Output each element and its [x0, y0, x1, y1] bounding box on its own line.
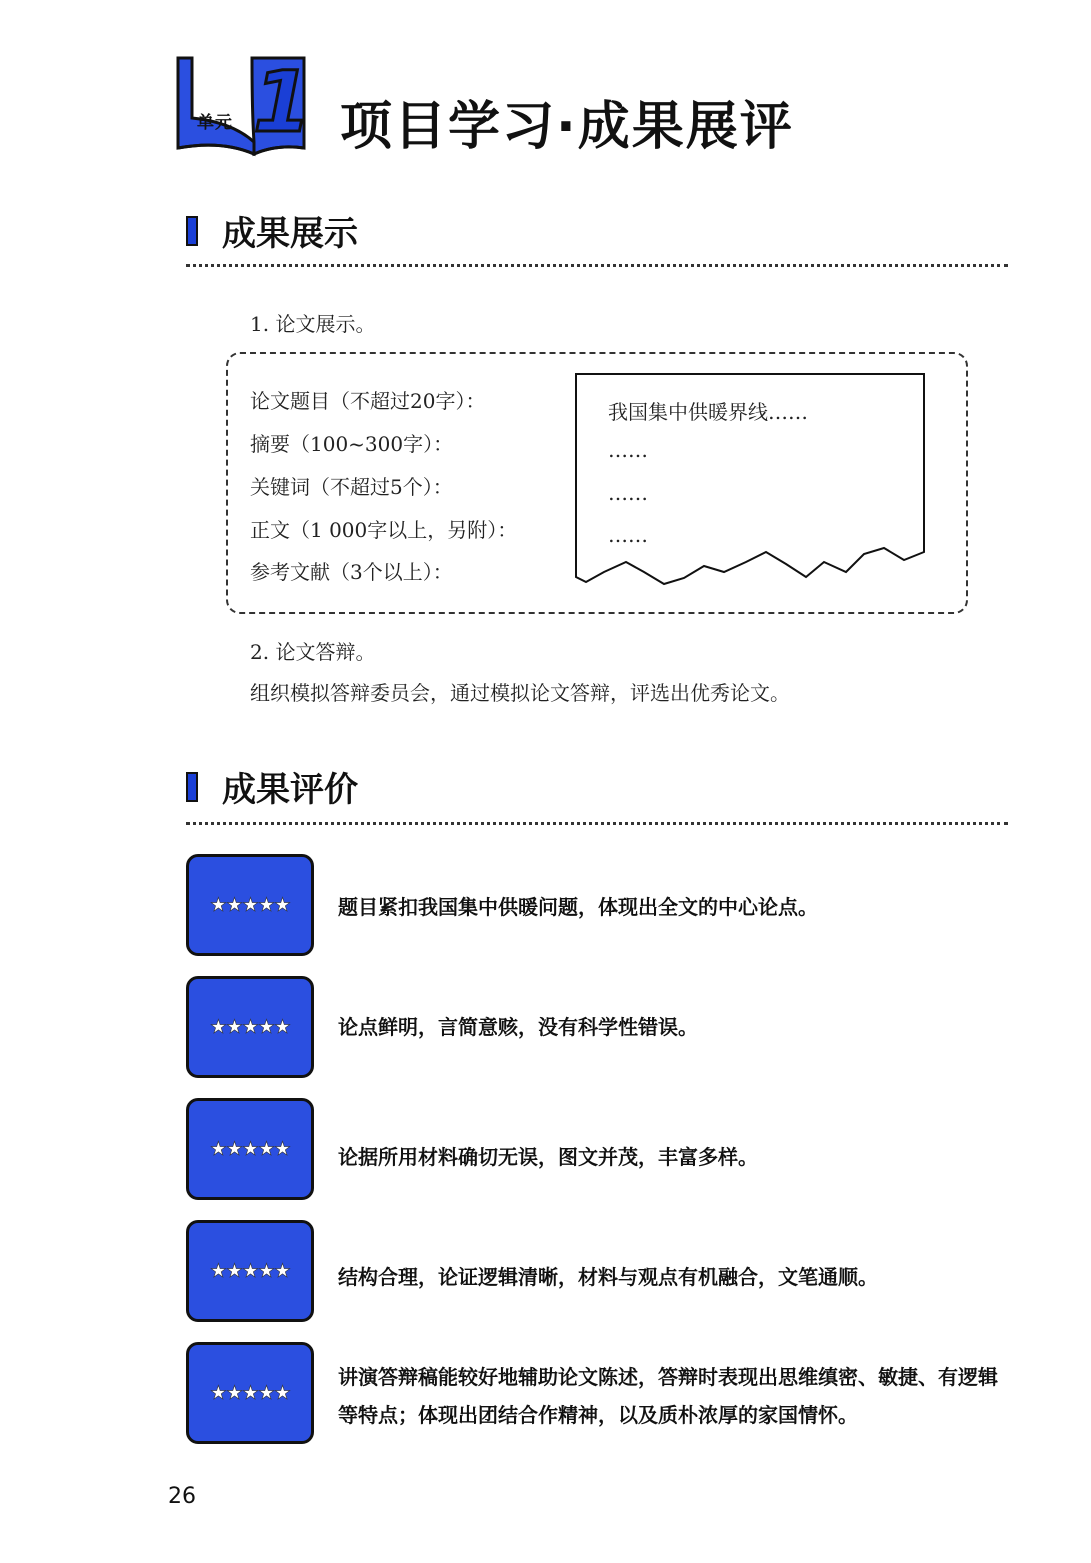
- star-rating-card: [186, 854, 314, 956]
- section-marker-icon: [186, 772, 198, 802]
- page-number: 26: [168, 1484, 196, 1509]
- star-icon: ★★★★★: [209, 1016, 291, 1038]
- field-abstract: 摘要（100~300字）：: [250, 432, 454, 456]
- paper-line: 我国集中供暖界线……: [608, 400, 808, 424]
- star-rating-card: [186, 1098, 314, 1200]
- criterion-text: 论点鲜明，言简意赅，没有科学性错误。: [338, 1015, 698, 1039]
- field-title: 论文题目（不超过20字）：: [250, 389, 486, 413]
- section-divider: [186, 822, 1008, 825]
- section-title-evaluation: 成果评价: [222, 770, 358, 810]
- unit-label: 单元: [197, 113, 233, 133]
- paper-line: ……: [608, 438, 648, 462]
- section-title-display: 成果展示: [222, 214, 358, 254]
- section-divider: [186, 264, 1008, 267]
- star-icon: ★★★★★: [209, 1260, 291, 1282]
- star-rating-card: [186, 1220, 314, 1322]
- page-title: 项目学习·成果展评: [340, 97, 794, 157]
- field-references: 参考文献（3个以上）：: [250, 560, 453, 584]
- item-2-text: 组织模拟答辩委员会，通过模拟论文答辩，评选出优秀论文。: [250, 681, 790, 705]
- star-rating-card: [186, 1342, 314, 1444]
- star-icon: ★★★★★: [209, 894, 291, 916]
- criterion-text: 题目紧扣我国集中供暖问题，体现出全文的中心论点。: [338, 895, 818, 919]
- item-1-label: 1. 论文展示。: [250, 312, 376, 336]
- star-rating-card: [186, 976, 314, 1078]
- field-keywords: 关键词（不超过5个）：: [250, 475, 453, 499]
- paper-line: ……: [608, 523, 648, 547]
- unit-number: 1: [253, 53, 312, 151]
- star-icon: ★★★★★: [209, 1138, 291, 1160]
- criterion-text: 讲演答辩稿能较好地辅助论文陈述，答辩时表现出思维缜密、敏捷、有逻辑等特点；体现出团结合作精神，以及质朴浓厚的家国情怀。: [338, 1365, 998, 1427]
- section-marker-icon: [186, 216, 198, 246]
- item-2-label: 2. 论文答辩。: [250, 640, 376, 664]
- criterion-text: 论据所用材料确切无误，图文并茂，丰富多样。: [338, 1145, 758, 1169]
- paper-line: ……: [608, 481, 648, 505]
- star-icon: ★★★★★: [209, 1382, 291, 1404]
- field-body: 正文（1 000字以上，另附）：: [250, 518, 518, 542]
- criterion-text: 结构合理，论证逻辑清晰，材料与观点有机融合，文笔通顺。: [338, 1265, 878, 1289]
